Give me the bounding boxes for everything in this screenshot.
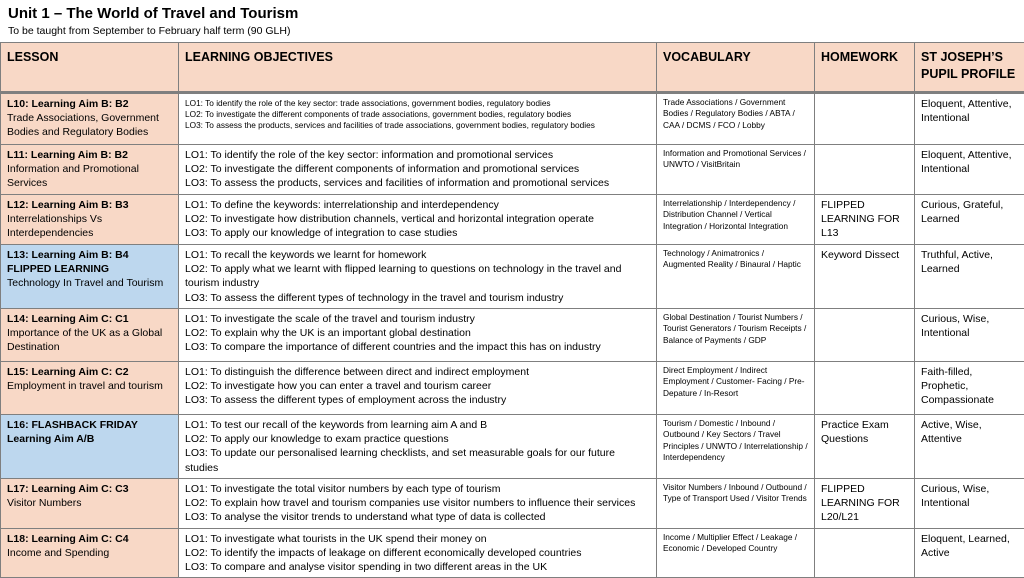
lesson-subtitle: FLIPPED LEARNING	[7, 262, 172, 276]
lesson-title: L13: Learning Aim B: B4	[7, 248, 172, 262]
lesson-cell	[1, 145, 179, 195]
lesson-title: L14: Learning Aim C: C1	[7, 312, 172, 326]
objectives-cell	[179, 415, 657, 479]
objective: LO2: To identify the impacts of leakage on different economically developed countries	[185, 546, 650, 560]
lesson-title: L17: Learning Aim C: C3	[7, 482, 172, 496]
lesson-title: L18: Learning Aim C: C4	[7, 532, 172, 546]
profile-cell: Curious, Wise, Intentional	[915, 479, 1024, 529]
column-header-homework: HOMEWORK	[815, 43, 915, 93]
objective: LO2: To apply our knowledge to exam practice questions	[185, 432, 650, 446]
vocabulary-cell: Income / Multiplier Effect / Leakage / Economic / Developed Country	[657, 529, 815, 578]
page-title: Unit 1 – The World of Travel and Tourism	[8, 5, 298, 23]
column-header-profile: ST JOSEPH’S PUPIL PROFILE	[915, 43, 1024, 93]
lesson-cell	[1, 309, 179, 362]
objective: LO3: To assess the products, services and facilities of information and promotional services	[185, 176, 650, 190]
table-row	[1, 145, 1024, 195]
profile-cell: Eloquent, Attentive, Intentional	[915, 93, 1024, 145]
lesson-cell	[1, 195, 179, 245]
objective: LO3: To apply our knowledge of integration to case studies	[185, 226, 650, 240]
vocabulary-cell: Technology / Animatronics / Augmented Reality / Binaural / Haptic	[657, 245, 815, 309]
objective: LO1: To investigate the total visitor numbers by each type of tourism	[185, 482, 650, 496]
lesson-title: L16: FLASHBACK FRIDAY	[7, 418, 172, 432]
vocabulary-cell: Interrelationship / Interdependency / Distribution Channel / Vertical Integration / Horizontal Integration	[657, 195, 815, 245]
vocabulary-cell: Visitor Numbers / Inbound / Outbound / Type of Transport Used / Visitor Trends	[657, 479, 815, 529]
objective: LO3: To assess the different types of technology in the travel and tourism industry	[185, 291, 650, 305]
vocabulary-cell: Direct Employment / Indirect Employment / Customer- Facing / Pre-Depature / In-Resort	[657, 362, 815, 415]
profile-cell: Faith-filled, Prophetic, Compassionate	[915, 362, 1024, 415]
objectives-cell	[179, 93, 657, 145]
profile-cell: Eloquent, Learned, Active	[915, 529, 1024, 578]
table-row	[1, 415, 1024, 479]
table-row	[1, 529, 1024, 578]
objectives-cell	[179, 145, 657, 195]
column-header-objectives: LEARNING OBJECTIVES	[179, 43, 657, 93]
lesson-cell	[1, 93, 179, 145]
objective: LO2: To investigate the different components of trade associations, government bodies, regulatory bodies	[185, 109, 650, 120]
objectives-cell	[179, 245, 657, 309]
objective: LO2: To investigate how distribution channels, vertical and horizontal integration operate	[185, 212, 650, 226]
objectives-cell	[179, 195, 657, 245]
homework-cell	[815, 93, 915, 145]
lesson-cell	[1, 362, 179, 415]
lesson-description: Interrelationships Vs Interdependencies	[7, 212, 172, 240]
profile-cell: Eloquent, Attentive, Intentional	[915, 145, 1024, 195]
objective: LO1: To define the keywords: interrelationship and interdependency	[185, 198, 650, 212]
objective: LO1: To identify the role of the key sector: information and promotional services	[185, 148, 650, 162]
objective: LO3: To compare and analyse visitor spending in two different areas in the UK	[185, 560, 650, 574]
table-row	[1, 309, 1024, 362]
homework-cell	[815, 145, 915, 195]
table-row	[1, 479, 1024, 529]
lesson-description: Importance of the UK as a Global Destination	[7, 326, 172, 354]
objectives-cell	[179, 479, 657, 529]
lesson-subtitle: Learning Aim A/B	[7, 432, 172, 446]
lesson-title: L10: Learning Aim B: B2	[7, 97, 172, 111]
objectives-cell	[179, 362, 657, 415]
vocabulary-cell: Trade Associations / Government Bodies / Regulatory Bodies / ABTA / CAA / DCMS / FCO / Lobby	[657, 93, 815, 145]
homework-cell: Keyword Dissect	[815, 245, 915, 309]
objective: LO3: To assess the products, services and facilities of trade associations, government bodies, regulatory bodies	[185, 120, 650, 131]
objective: LO2: To explain why the UK is an important global destination	[185, 326, 650, 340]
vocabulary-cell: Global Destination / Tourist Numbers / Tourist Generators / Tourism Receipts / Balance of Payments / GDP	[657, 309, 815, 362]
lesson-description: Information and Promotional Services	[7, 162, 172, 190]
column-header-vocabulary: VOCABULARY	[657, 43, 815, 93]
lesson-description: Employment in travel and tourism	[7, 379, 172, 393]
homework-cell	[815, 309, 915, 362]
profile-cell: Active, Wise, Attentive	[915, 415, 1024, 479]
objective: LO3: To assess the different types of employment across the industry	[185, 393, 650, 407]
objective: LO1: To investigate the scale of the travel and tourism industry	[185, 312, 650, 326]
scheme-of-work-table	[0, 42, 1024, 578]
page-subtitle: To be taught from September to February half term (90 GLH)	[8, 24, 298, 38]
lesson-cell	[1, 415, 179, 479]
objective: LO3: To update our personalised learning checklists, and set measurable goals for our future studies	[185, 446, 650, 474]
objective: LO2: To explain how travel and tourism companies use visitor numbers to influence their services	[185, 496, 650, 510]
homework-cell: FLIPPED LEARNING FOR L20/L21	[815, 479, 915, 529]
objective: LO2: To investigate how you can enter a travel and tourism career	[185, 379, 650, 393]
objective: LO2: To investigate the different components of information and promotional services	[185, 162, 650, 176]
lesson-title: L15: Learning Aim C: C2	[7, 365, 172, 379]
profile-cell: Curious, Wise, Intentional	[915, 309, 1024, 362]
objective: LO1: To test our recall of the keywords from learning aim A and B	[185, 418, 650, 432]
objectives-cell	[179, 309, 657, 362]
lesson-title: L12: Learning Aim B: B3	[7, 198, 172, 212]
lesson-description: Trade Associations, Government Bodies and Regulatory Bodies	[7, 111, 172, 139]
objective: LO1: To distinguish the difference between direct and indirect employment	[185, 365, 650, 379]
table-row	[1, 245, 1024, 309]
homework-cell	[815, 362, 915, 415]
table-row	[1, 93, 1024, 145]
objective: LO1: To recall the keywords we learnt for homework	[185, 248, 650, 262]
objective: LO1: To identify the role of the key sector: trade associations, government bodies, regulatory bodies	[185, 98, 650, 109]
objective: LO2: To apply what we learnt with flipped learning to questions on technology in the travel and tourism industry	[185, 262, 650, 290]
lesson-cell	[1, 245, 179, 309]
lesson-cell	[1, 479, 179, 529]
lesson-cell	[1, 529, 179, 578]
table-row	[1, 362, 1024, 415]
vocabulary-cell: Tourism / Domestic / Inbound / Outbound / Key Sectors / Travel Principles / UNWTO / Interrelationship / Interdependency	[657, 415, 815, 479]
homework-cell: FLIPPED LEARNING FOR L13	[815, 195, 915, 245]
lesson-description: Income and Spending	[7, 546, 172, 560]
column-header-lesson: LESSON	[1, 43, 179, 93]
objective: LO3: To compare the importance of different countries and the impact this has on industry	[185, 340, 650, 354]
profile-cell: Truthful, Active, Learned	[915, 245, 1024, 309]
lesson-title: L11: Learning Aim B: B2	[7, 148, 172, 162]
table-row	[1, 195, 1024, 245]
profile-cell: Curious, Grateful, Learned	[915, 195, 1024, 245]
page-header	[8, 5, 298, 38]
homework-cell	[815, 529, 915, 578]
table-header-row	[1, 43, 1024, 93]
objective: LO3: To analyse the visitor trends to understand what type of data is collected	[185, 510, 650, 524]
objective: LO1: To investigate what tourists in the UK spend their money on	[185, 532, 650, 546]
vocabulary-cell: Information and Promotional Services / UNWTO / VisitBritain	[657, 145, 815, 195]
lesson-description: Technology In Travel and Tourism	[7, 276, 172, 290]
lesson-description: Visitor Numbers	[7, 496, 172, 510]
homework-cell: Practice Exam Questions	[815, 415, 915, 479]
objectives-cell	[179, 529, 657, 578]
